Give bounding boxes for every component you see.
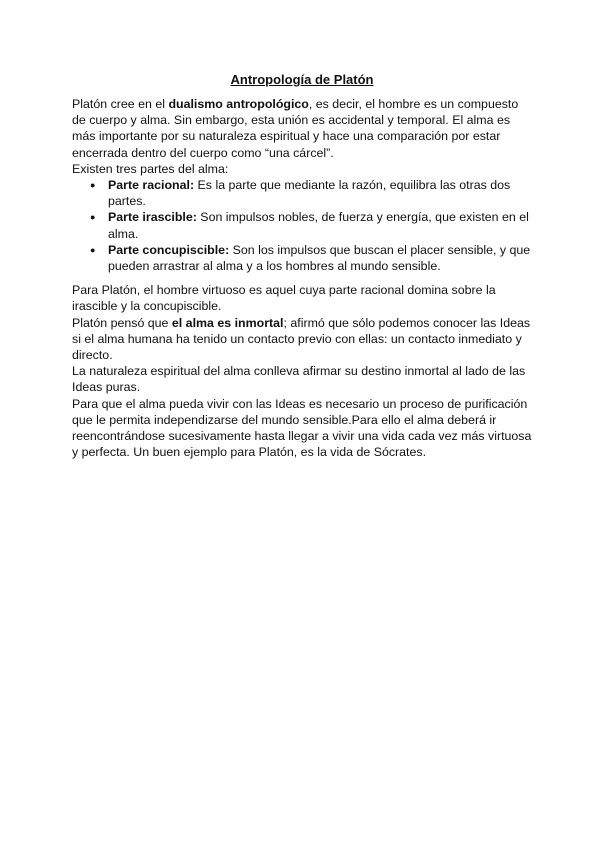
- bullet-icon: ●: [90, 244, 96, 255]
- paragraph-purification: Para que el alma pueda vivir con las Ideas es necesario un proceso de purificación que le permita independizarse del mundo sensible.Para ello el alma deberá ir reencontrándose sucesivamente hasta llegar a vivir una vida cada vez más virtuosa y perfecta. Un buen ejemplo para Platón, es la vida de Sócrates.: [72, 396, 532, 460]
- bullet-icon: ●: [90, 212, 96, 223]
- paragraph-spacer: [72, 274, 532, 282]
- paragraph-spiritual-nature: La naturaleza espiritual del alma conlleva afirmar su destino inmortal al lado de las Ideas puras.: [72, 364, 526, 395]
- document-title: Antropología de Platón: [230, 72, 374, 87]
- list-item-text: Son los impulsos que buscan el placer sensible, y que pueden arrastrar al alma y a los hombres al mundo sensible.: [108, 242, 531, 274]
- list-item-text: Son impulsos nobles, de fuerza y energía, que existen en el alma.: [108, 210, 529, 241]
- paragraph-immortal-rest: ; afirmó que sólo podemos conocer las Ideas si el alma humana ha tenido un contacto previo con ellas: un contacto inmediato y directo.: [72, 315, 531, 363]
- list-item-label: Parte irascible:: [108, 210, 197, 225]
- paragraph-dualism: [72, 96, 532, 161]
- bullet-icon: ●: [90, 180, 96, 191]
- list-item-concupiscible: [72, 242, 532, 274]
- dualism-term: dualismo antropológico: [168, 97, 309, 111]
- immortal-soul-term: el alma es inmortal: [171, 315, 284, 330]
- paragraph-dualism-rest: , es decir, el hombre es un compuesto de cuerpo y alma. Sin embargo, esta unión es accidental y temporal. El alma es más importante por su naturaleza espiritual y hace una comparación por estar encerrada dentro del cuerpo como “una cárcel”.: [72, 97, 519, 160]
- list-item-label: Parte concupiscible:: [108, 242, 230, 257]
- list-item-label: Parte racional:: [108, 178, 195, 193]
- list-item-text: Es la parte que mediante la razón, equilibra las otras dos partes.: [108, 178, 511, 209]
- document-body: [72, 72, 532, 460]
- soul-parts-list: [72, 177, 532, 274]
- paragraph-parts-intro: Existen tres partes del alma:: [72, 161, 229, 176]
- paragraph-virtuous-man: Para Platón, el hombre virtuoso es aquel cuya parte racional domina sobre la irascible y la concupiscible.: [72, 283, 496, 314]
- paragraph-immortal-intro: Platón pensó que: [72, 315, 172, 330]
- list-item-rational: [72, 177, 532, 209]
- paragraph-immortal-soul: [72, 315, 532, 364]
- paragraph-dualism-intro: Platón cree en el: [72, 97, 169, 111]
- list-item-irascible: [72, 209, 532, 241]
